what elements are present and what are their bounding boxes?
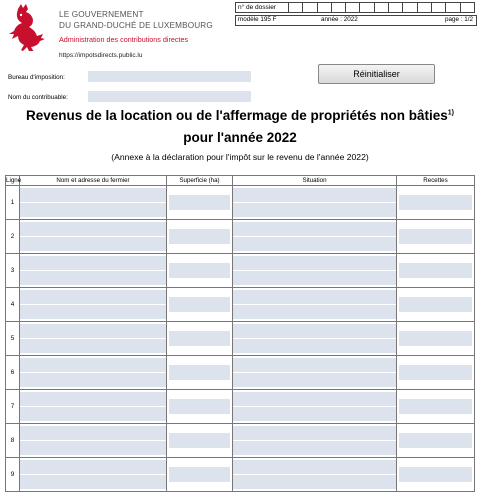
- situation-cell: [233, 220, 397, 254]
- table-row: [6, 424, 475, 458]
- fermier-cell: [20, 288, 167, 322]
- situation-cell: [233, 458, 397, 492]
- fermier-address-input[interactable]: [20, 271, 166, 285]
- recettes-cell: [397, 356, 475, 390]
- recettes-input[interactable]: [399, 433, 472, 448]
- form-year: année : 2022: [321, 16, 358, 23]
- situation-cell: [233, 288, 397, 322]
- row-number: 2: [6, 220, 20, 254]
- fermier-address-input[interactable]: [20, 373, 166, 387]
- dossier-digit[interactable]: [431, 3, 445, 13]
- superficie-input[interactable]: [169, 399, 230, 414]
- fermier-name-input[interactable]: [20, 426, 166, 440]
- superficie-input[interactable]: [169, 433, 230, 448]
- row-number: 6: [6, 356, 20, 390]
- dossier-label: n° de dossier: [236, 3, 289, 13]
- situation-input-1[interactable]: [233, 460, 396, 474]
- recettes-input[interactable]: [399, 229, 472, 244]
- recettes-cell: [397, 288, 475, 322]
- situation-input-2[interactable]: [233, 475, 396, 489]
- row-number: 3: [6, 254, 20, 288]
- superficie-cell: [167, 390, 233, 424]
- superficie-input[interactable]: [169, 263, 230, 278]
- logo-line-1: LE GOUVERNEMENT: [59, 10, 144, 19]
- page-title: [0, 108, 480, 123]
- fermier-address-input[interactable]: [20, 339, 166, 353]
- nom-input[interactable]: [88, 91, 251, 102]
- superficie-cell: [167, 186, 233, 220]
- recettes-input[interactable]: [399, 365, 472, 380]
- row-number: 9: [6, 458, 20, 492]
- header-superficie: Superficie (ha): [167, 176, 233, 186]
- nom-label: Nom du contribuable:: [8, 94, 68, 101]
- superficie-cell: [167, 424, 233, 458]
- fermier-name-input[interactable]: [20, 460, 166, 474]
- situation-cell: [233, 390, 397, 424]
- fermier-cell: [20, 458, 167, 492]
- logo-line-2: DU GRAND-DUCHÉ DE LUXEMBOURG: [59, 20, 213, 30]
- table-row: [6, 356, 475, 390]
- superficie-cell: [167, 322, 233, 356]
- recettes-input[interactable]: [399, 331, 472, 346]
- situation-input-1[interactable]: [233, 290, 396, 304]
- situation-input-2[interactable]: [233, 373, 396, 387]
- fermier-cell: [20, 322, 167, 356]
- fermier-name-input[interactable]: [20, 324, 166, 338]
- situation-cell: [233, 186, 397, 220]
- recettes-cell: [397, 220, 475, 254]
- dossier-digit[interactable]: [317, 3, 331, 13]
- situation-input-1[interactable]: [233, 222, 396, 236]
- row-number: 5: [6, 322, 20, 356]
- fermier-address-input[interactable]: [20, 305, 166, 319]
- website-link[interactable]: https://impotsdirects.public.lu: [59, 52, 143, 59]
- row-number: 7: [6, 390, 20, 424]
- table-row: [6, 254, 475, 288]
- superficie-cell: [167, 288, 233, 322]
- superficie-cell: [167, 458, 233, 492]
- recettes-input[interactable]: [399, 263, 472, 278]
- situation-cell: [233, 322, 397, 356]
- row-number: 8: [6, 424, 20, 458]
- title-footnote-mark: 1): [447, 109, 455, 117]
- fermier-cell: [20, 220, 167, 254]
- superficie-cell: [167, 220, 233, 254]
- fermier-address-input[interactable]: [20, 237, 166, 251]
- dossier-digit[interactable]: [374, 3, 388, 13]
- recettes-cell: [397, 390, 475, 424]
- header-situation: Situation: [233, 176, 397, 186]
- dossier-digit[interactable]: [389, 3, 403, 13]
- recettes-cell: [397, 186, 475, 220]
- table-row: [6, 322, 475, 356]
- dossier-digit[interactable]: [331, 3, 345, 13]
- superficie-input[interactable]: [169, 229, 230, 244]
- header-recettes: Recettes: [397, 176, 475, 186]
- table-row: [6, 288, 475, 322]
- bureau-input[interactable]: [88, 71, 251, 82]
- table-row: [6, 390, 475, 424]
- dossier-digit[interactable]: [417, 3, 431, 13]
- row-number: 4: [6, 288, 20, 322]
- situation-input-2[interactable]: [233, 407, 396, 421]
- situation-cell: [233, 356, 397, 390]
- fermier-cell: [20, 186, 167, 220]
- fermier-address-input[interactable]: [20, 475, 166, 489]
- header-ligne: Ligne: [6, 177, 22, 184]
- header-nom-adresse: Nom et adresse du fermier: [20, 176, 167, 186]
- situation-input-2[interactable]: [233, 237, 396, 251]
- form-model: modèle 195 F: [238, 16, 277, 23]
- situation-input-2[interactable]: [233, 305, 396, 319]
- fermier-name-input[interactable]: [20, 256, 166, 270]
- recettes-cell: [397, 458, 475, 492]
- table-header-row: [6, 176, 475, 186]
- fermier-cell: [20, 254, 167, 288]
- fermier-address-input[interactable]: [20, 441, 166, 455]
- fermier-cell: [20, 356, 167, 390]
- recettes-input[interactable]: [399, 297, 472, 312]
- dossier-digit[interactable]: [360, 3, 374, 13]
- dossier-digit[interactable]: [460, 3, 474, 13]
- recettes-input[interactable]: [399, 195, 472, 210]
- fermier-address-input[interactable]: [20, 407, 166, 421]
- superficie-input[interactable]: [169, 331, 230, 346]
- row-number: 1: [6, 186, 20, 220]
- fermier-cell: [20, 424, 167, 458]
- recettes-cell: [397, 424, 475, 458]
- situation-input-1[interactable]: [233, 188, 396, 202]
- page-subtitle: (Annexe à la déclaration pour l'impôt sur le revenu de l'année 2022): [111, 152, 369, 162]
- fermier-name-input[interactable]: [20, 188, 166, 202]
- table-row: [6, 458, 475, 492]
- situation-input-2[interactable]: [233, 441, 396, 455]
- situation-cell: [233, 254, 397, 288]
- situation-input-2[interactable]: [233, 339, 396, 353]
- recettes-cell: [397, 254, 475, 288]
- fermier-name-input[interactable]: [20, 290, 166, 304]
- administration-name: Administration des contributions directes: [59, 35, 189, 44]
- dossier-number-box: [235, 2, 475, 13]
- superficie-input[interactable]: [169, 365, 230, 380]
- title-text: Revenus de la location ou de l'affermage de propriétés non bâties: [25, 108, 448, 123]
- dossier-digit[interactable]: [346, 3, 360, 13]
- bureau-label: Bureau d'imposition:: [8, 74, 65, 81]
- situation-input-2[interactable]: [233, 203, 396, 217]
- government-name: [59, 10, 213, 31]
- fermier-name-input[interactable]: [20, 392, 166, 406]
- fermier-address-input[interactable]: [20, 203, 166, 217]
- form-page: page : 1/2: [444, 16, 473, 23]
- situation-input-1[interactable]: [233, 392, 396, 406]
- situation-cell: [233, 424, 397, 458]
- table-row: [6, 220, 475, 254]
- income-table: [5, 175, 475, 492]
- reset-button[interactable]: Réinitialiser: [318, 64, 435, 84]
- situation-input-1[interactable]: [233, 324, 396, 338]
- table-row: [6, 186, 475, 220]
- fermier-name-input[interactable]: [20, 358, 166, 372]
- superficie-input[interactable]: [169, 297, 230, 312]
- dossier-digit[interactable]: [303, 3, 317, 13]
- fermier-cell: [20, 390, 167, 424]
- situation-input-1[interactable]: [233, 256, 396, 270]
- superficie-cell: [167, 254, 233, 288]
- situation-input-1[interactable]: [233, 426, 396, 440]
- superficie-cell: [167, 356, 233, 390]
- page-title-year: pour l'année 2022: [183, 130, 297, 145]
- dossier-digit[interactable]: [403, 3, 417, 13]
- recettes-cell: [397, 322, 475, 356]
- situation-input-2[interactable]: [233, 271, 396, 285]
- superficie-input[interactable]: [169, 195, 230, 210]
- recettes-input[interactable]: [399, 399, 472, 414]
- situation-input-1[interactable]: [233, 358, 396, 372]
- dossier-digit[interactable]: [446, 3, 460, 13]
- form-meta: [235, 15, 477, 26]
- fermier-name-input[interactable]: [20, 222, 166, 236]
- lion-logo-icon: [4, 3, 50, 51]
- dossier-digit[interactable]: [289, 3, 303, 13]
